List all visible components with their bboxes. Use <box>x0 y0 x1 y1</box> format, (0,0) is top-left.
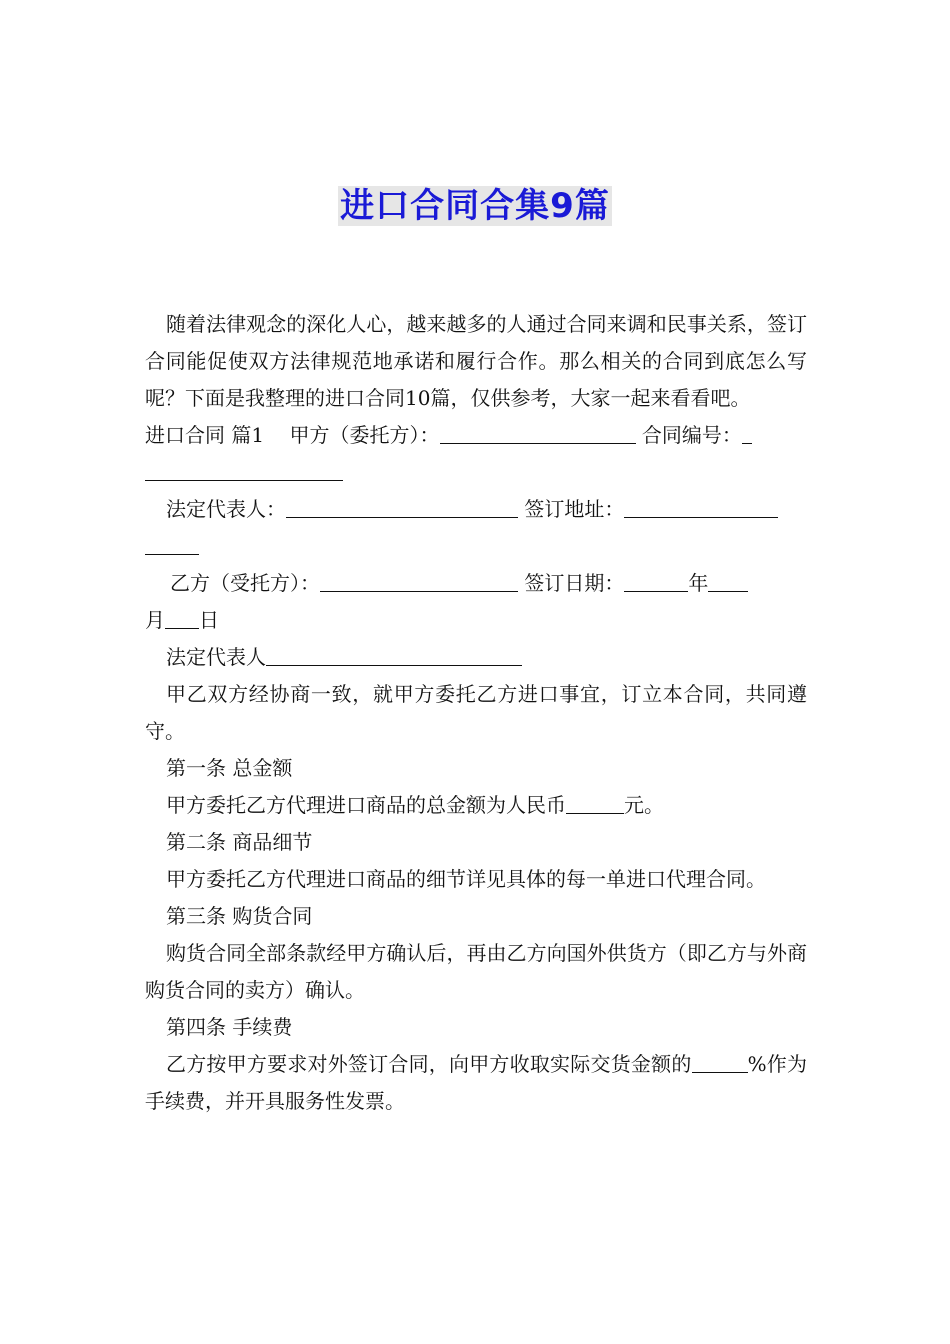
document-title: 进口合同合集9篇 <box>340 186 610 226</box>
legal-rep-label: 法定代表人： <box>166 497 286 521</box>
amount-unit: 元。 <box>624 793 664 817</box>
clause-paragraph: 甲乙双方经协商一致，就甲方委托乙方进口事宜，订立本合同，共同遵守。 <box>145 682 807 743</box>
party-a-blank <box>440 421 636 444</box>
month-label: 月 <box>145 608 165 632</box>
clause-paragraph: 甲方委托乙方代理进口商品的细节详见具体的每一单进口代理合同。 <box>166 867 766 891</box>
clause-heading-2: 第二条 商品细节 <box>166 830 313 854</box>
article-heading: 进口合同 篇1 <box>145 423 265 447</box>
document-body <box>145 306 807 1120</box>
legal-rep-line <box>145 491 807 565</box>
month-blank <box>708 569 748 592</box>
clause-heading-3: 第三条 购货合同 <box>166 904 313 928</box>
sign-place-blank <box>624 495 778 518</box>
clause-paragraph-amount <box>145 787 807 824</box>
sign-date-label: 签订日期： <box>524 571 625 595</box>
contract-no-blank <box>742 421 752 444</box>
fee-text-cont: %作为手续费，并开具服务性发票。 <box>145 1052 807 1113</box>
clause-heading-1: 第一条 总金额 <box>166 756 293 780</box>
party-a-label: 甲方（委托方）： <box>289 423 440 447</box>
legal-rep-b-blank <box>266 643 522 666</box>
amount-blank <box>566 791 624 814</box>
fee-blank <box>692 1050 748 1073</box>
party-b-label: 乙方（受托方）： <box>170 571 320 595</box>
document-title-wrap <box>0 178 950 227</box>
fee-text: 乙方按甲方要求对外签订合同，向甲方收取实际交货金额的 <box>166 1052 692 1076</box>
contract-header-line <box>145 417 807 491</box>
day-blank <box>165 606 199 629</box>
day-label: 日 <box>199 608 219 632</box>
amount-text: 甲方委托乙方代理进口商品的总金额为人民币 <box>166 793 566 817</box>
year-blank <box>624 569 688 592</box>
legal-rep-b-label: 法定代表人 <box>166 645 266 669</box>
clause-heading-4: 第四条 手续费 <box>166 1015 293 1039</box>
intro-paragraph: 随着法律观念的深化人心，越来越多的人通过合同来调和民事关系，签订合同能促使双方法律规范地承诺和履行合作。那么相关的合同到底怎么写呢？下面是我整理的进口合同10篇，仅供参考，大家一起来看看吧。 <box>145 312 807 410</box>
legal-rep-b-line <box>145 639 807 676</box>
legal-rep-blank <box>286 495 518 518</box>
sign-place-label: 签订地址： <box>524 497 625 521</box>
party-b-line <box>145 565 807 639</box>
sign-place-blank-cont <box>145 532 199 555</box>
contract-no-blank-cont <box>145 458 343 481</box>
party-b-blank <box>320 569 518 592</box>
contract-no-label: 合同编号： <box>641 423 742 447</box>
clause-paragraph-fee <box>145 1046 807 1120</box>
clause-paragraph: 购货合同全部条款经甲方确认后，再由乙方向国外供货方（即乙方与外商购货合同的卖方）确认。 <box>145 941 807 1002</box>
year-label: 年 <box>688 571 709 595</box>
